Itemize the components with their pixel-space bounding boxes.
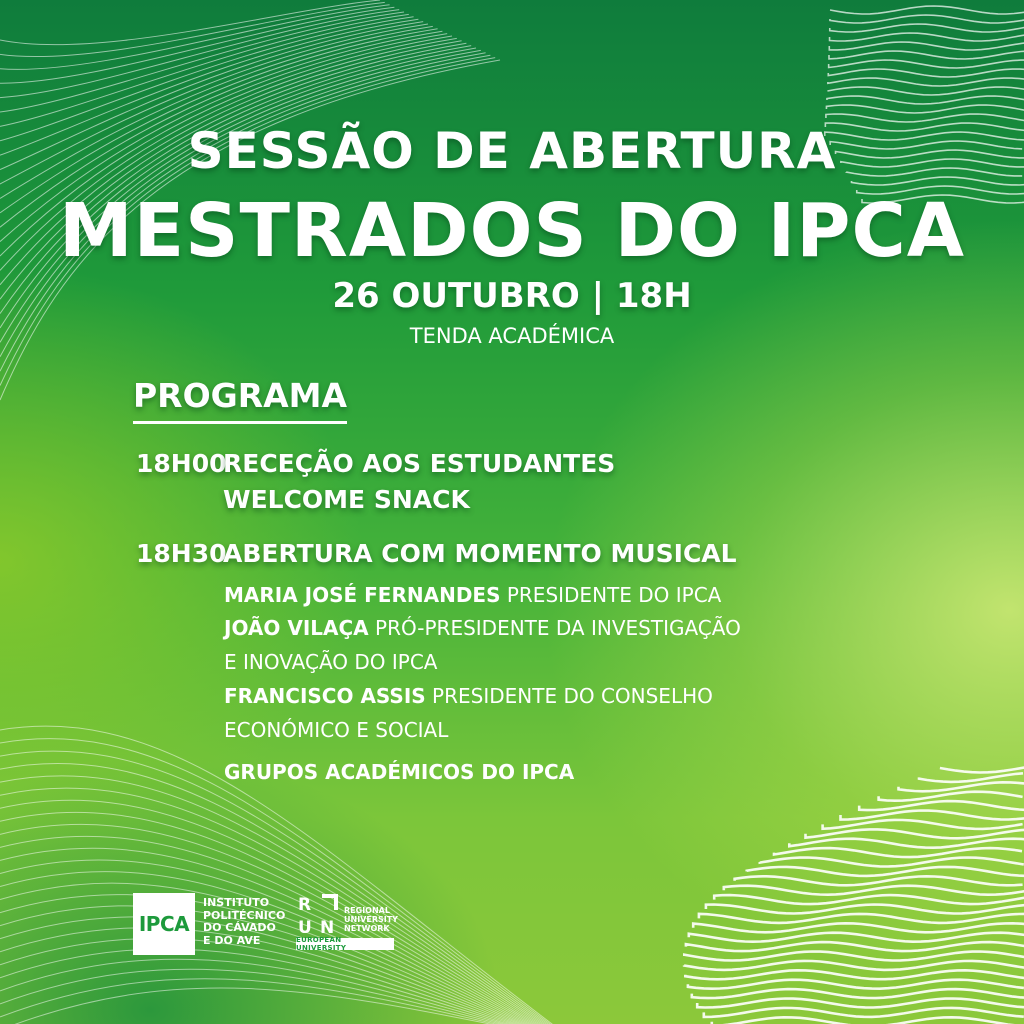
ipca-name-line: POLITÉCNICO — [203, 908, 286, 922]
run-corner-icon — [322, 896, 336, 910]
wave-line — [714, 895, 1024, 904]
wave-line — [879, 792, 1023, 801]
wave-line — [829, 51, 1024, 59]
run-name-line: UNIVERSITY — [344, 915, 398, 924]
slot-1-time: 18H00 — [136, 449, 227, 478]
wave-line — [830, 24, 1024, 32]
wave-line — [724, 886, 1024, 895]
slot-2-title: ABERTURA COM MOMENTO MUSICAL — [223, 539, 737, 568]
wave-line — [706, 905, 1024, 914]
wave-line — [0, 949, 527, 1024]
wave-line — [826, 114, 1024, 122]
slot-1-item-2: WELCOME SNACK — [223, 485, 470, 514]
wave-line — [697, 999, 1024, 1008]
wave-line — [828, 78, 1024, 86]
wave-line — [841, 811, 1024, 820]
event-date-time: 26 OUTUBRO | 18H — [332, 276, 692, 316]
wave-line — [806, 829, 1024, 838]
run-logo-mark — [296, 893, 340, 937]
wave-line — [829, 42, 1024, 50]
wave-line — [828, 69, 1024, 77]
run-letter-u: U — [298, 918, 312, 937]
wave-line — [899, 782, 1024, 791]
speaker-3-name: FRANCISCO ASSIS — [224, 684, 426, 708]
wave-line — [684, 961, 1024, 970]
wave-lines-bottom-right — [684, 767, 1024, 1024]
wave-line — [760, 858, 1024, 867]
wave-line — [704, 1008, 1024, 1017]
speaker-3 — [224, 684, 713, 708]
run-tagline: EUROPEAN UNIVERSITY — [296, 938, 394, 950]
wave-line — [689, 933, 1024, 942]
run-name-line: REGIONAL — [344, 906, 390, 915]
wave-line — [0, 763, 555, 1024]
ipca-name-line: INSTITUTO — [203, 896, 270, 909]
wave-line — [684, 952, 1024, 961]
run-letter-r: R — [298, 895, 312, 915]
speaker-1-role: PRESIDENTE DO IPCA — [506, 583, 722, 607]
slot-1-item-1: RECEÇÃO AOS ESTUDANTES — [223, 449, 616, 478]
event-venue: TENDA ACADÉMICA — [409, 324, 615, 348]
wave-line — [699, 914, 1024, 923]
speaker-3-role-cont: ECONÓMICO E SOCIAL — [224, 718, 449, 742]
ipca-logo-name — [203, 897, 285, 947]
wave-line — [693, 923, 1024, 932]
wave-line — [712, 1017, 1024, 1024]
speaker-1-name: MARIA JOSÉ FERNANDES — [224, 583, 501, 607]
wave-line — [830, 15, 1024, 23]
run-name-line: NETWORK — [344, 924, 390, 933]
wave-line — [827, 96, 1024, 104]
wave-line — [940, 767, 1024, 773]
run-letter-n: N — [320, 918, 335, 937]
wave-line — [829, 60, 1024, 68]
ipca-name-line: DO CÁVADO — [203, 921, 276, 934]
slot-2-time: 18H30 — [136, 539, 227, 568]
speaker-1 — [224, 583, 721, 607]
event-title-line-2: MESTRADOS DO IPCA — [58, 188, 966, 274]
speaker-2-role-cont: E INOVAÇÃO DO IPCA — [224, 650, 438, 674]
wave-line — [0, 969, 523, 1024]
wave-line — [859, 801, 1024, 810]
wave-line — [827, 87, 1024, 95]
wave-line — [826, 105, 1024, 113]
wave-line — [830, 33, 1024, 41]
wave-line — [823, 820, 1023, 829]
speaker-2 — [224, 616, 741, 640]
speaker-2-role: PRÓ-PRESIDENTE DA INVESTIGAÇÃO — [375, 616, 741, 640]
wave-line — [774, 848, 1022, 857]
run-logo-name — [344, 906, 398, 933]
wave-line — [789, 839, 1024, 848]
wave-line — [747, 867, 1024, 876]
wave-line — [919, 773, 1023, 782]
wave-line — [692, 989, 1024, 998]
speaker-3-role: PRESIDENTE DO CONSELHO — [432, 684, 713, 708]
wave-line — [830, 6, 1024, 14]
wave-line — [686, 942, 1024, 951]
ipca-name-line: E DO AVE — [203, 933, 261, 947]
wave-line — [685, 970, 1024, 979]
wave-line — [735, 876, 1023, 885]
event-title-line-1: SESSÃO DE ABERTURA — [187, 122, 837, 180]
speaker-2-name: JOÃO VILAÇA — [224, 616, 369, 640]
slot-2-closing: GRUPOS ACADÉMICOS DO IPCA — [224, 760, 575, 784]
wave-line — [0, 959, 525, 1024]
wave-line — [688, 980, 1024, 989]
program-heading: PROGRAMA — [133, 376, 347, 424]
ipca-logo-mark: IPCA — [133, 893, 195, 955]
